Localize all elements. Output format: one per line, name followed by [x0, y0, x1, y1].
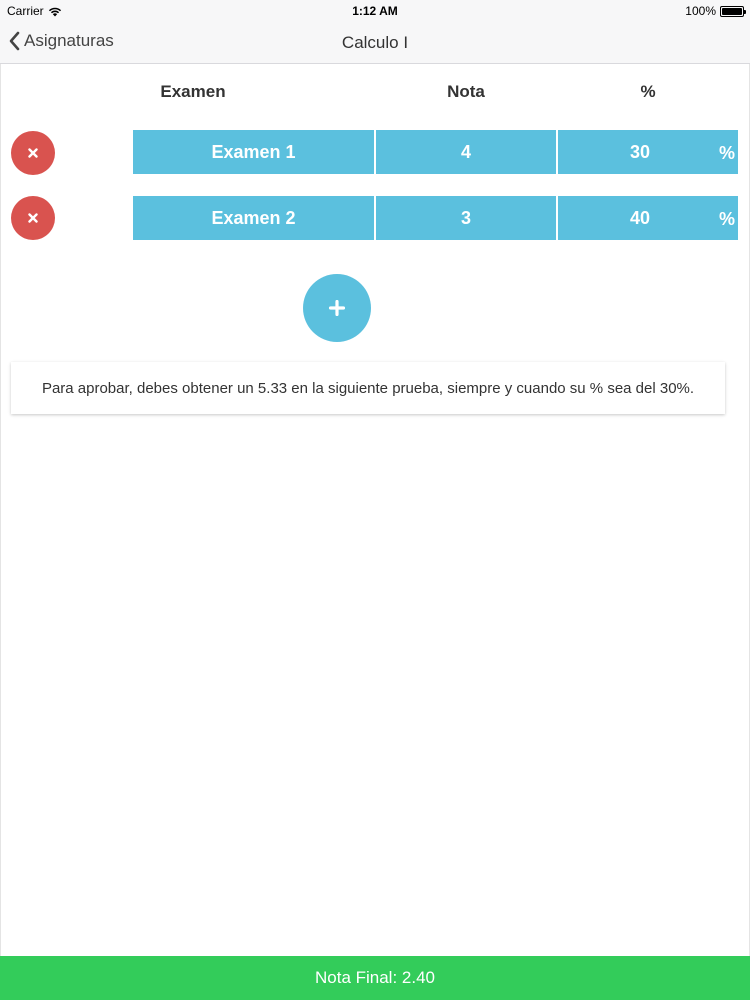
exam-grade-input[interactable]: 3 — [376, 196, 556, 240]
battery-indicator — [685, 4, 744, 18]
battery-icon — [720, 6, 744, 17]
back-button-label: Asignaturas — [24, 31, 114, 50]
battery-percent: 100% — [685, 4, 716, 18]
percent-sign: % — [719, 209, 736, 229]
exam-percent-input[interactable]: 40 — [558, 196, 738, 240]
column-header-exam: Examen — [160, 82, 226, 101]
column-header-percent: % — [640, 82, 656, 101]
plus-icon — [329, 300, 345, 316]
carrier-label: Carrier — [7, 4, 44, 18]
exam-grade-input[interactable]: 4 — [376, 130, 556, 174]
close-icon — [28, 213, 38, 223]
info-card — [11, 362, 725, 414]
pass-requirement-message: Para aprobar, debes obtener un 5.33 en la siguiente prueba, siempre y cuando su % sea del 30%. — [41, 379, 695, 397]
status-bar — [0, 0, 750, 22]
navigation-bar — [0, 22, 750, 64]
percent-sign: % — [719, 143, 736, 163]
add-exam-button[interactable] — [303, 274, 371, 342]
final-grade-label: Nota Final: 2.40 — [314, 968, 435, 987]
page-title: Calculo I — [341, 33, 409, 52]
final-grade-bar — [0, 956, 750, 1000]
exam-percent-input[interactable]: 30 — [558, 130, 738, 174]
close-icon — [28, 148, 38, 158]
delete-exam-button[interactable] — [11, 196, 55, 240]
delete-exam-button[interactable] — [11, 131, 55, 175]
exam-name-input[interactable]: Examen 1 — [133, 130, 374, 174]
status-time: 1:12 AM — [352, 4, 398, 18]
column-header-grade: Nota — [447, 82, 485, 101]
exam-name-input[interactable]: Examen 2 — [133, 196, 374, 240]
